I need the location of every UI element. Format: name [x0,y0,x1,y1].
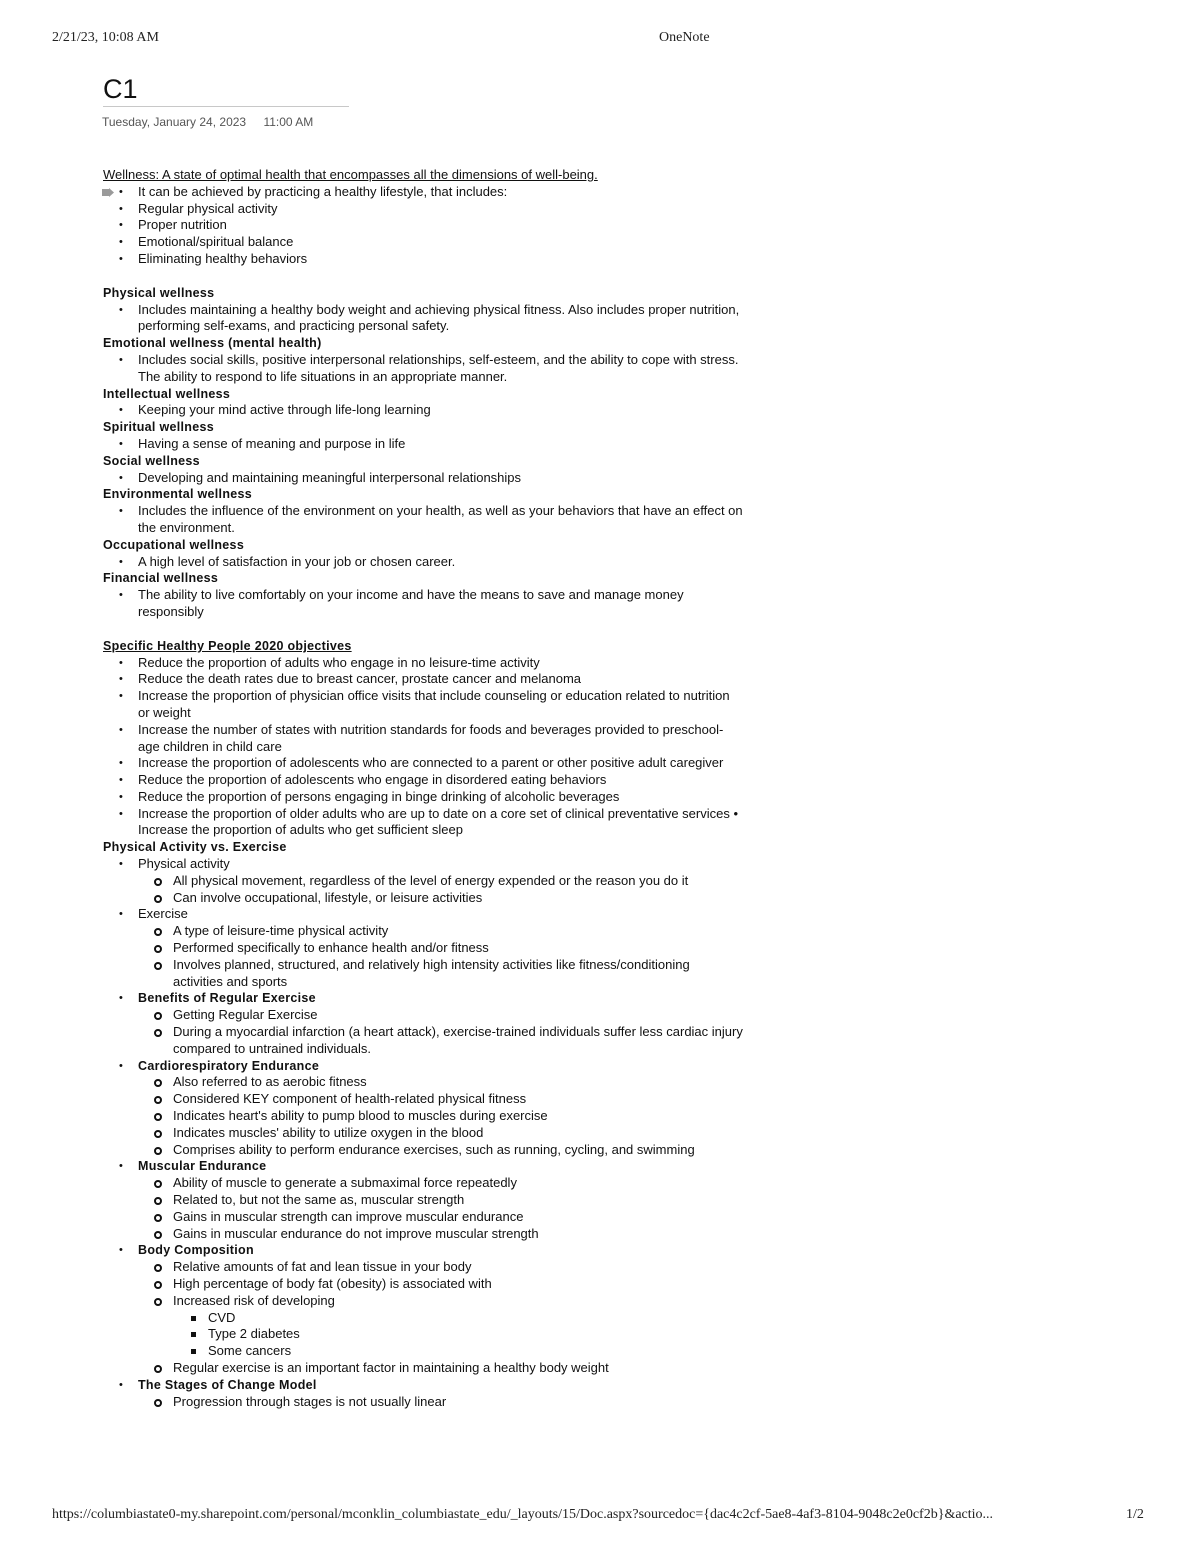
list-item-heading: Muscular Endurance [138,1159,267,1174]
list-item: • Emotional/spiritual balance [103,234,743,251]
list-item [103,1242,743,1259]
list-item [103,1377,743,1394]
pa-exercise-list [103,856,743,1410]
spacer [103,621,743,638]
list-item: • Physical activity [103,856,743,873]
sub-list-item: Also referred to as aerobic fitness [103,1074,743,1091]
sub-list-item: Relative amounts of fat and lean tissue in your body [103,1259,743,1276]
section-heading: Emotional wellness (mental health) [103,336,322,351]
page-title-block [103,72,349,107]
list-item: • Having a sense of meaning and purpose in life [103,436,743,453]
sub-sub-list-item: Type 2 diabetes [103,1326,743,1343]
list-item: • Exercise [103,906,743,923]
wellness-definition: Wellness: A state of optimal health that encompasses all the dimensions of well-being. [103,167,598,182]
sub-list-item: Performed specifically to enhance health and/or fitness [103,940,743,957]
section-heading: Intellectual wellness [103,386,231,401]
hp2020-list [103,655,743,840]
sub-list-item: A type of leisure-time physical activity [103,923,743,940]
list-item-heading: The Stages of Change Model [138,1377,317,1392]
list-item: • Eliminating healthy behaviors [103,251,743,268]
sub-sub-list-item: CVD [103,1310,743,1327]
section-heading: Social wellness [103,453,200,468]
sub-list-item: Getting Regular Exercise [103,1007,743,1024]
sub-list-item: Gains in muscular endurance do not improve muscular strength [103,1226,743,1243]
sub-list-item: During a myocardial infarction (a heart attack), exercise-trained individuals suffer less cardiac injury compared to untrained individuals. [103,1024,743,1058]
title-divider [103,106,349,107]
sub-list-item: Related to, but not the same as, muscular strength [103,1192,743,1209]
page-number: 1/2 [1126,1507,1144,1522]
list-item-heading: Benefits of Regular Exercise [138,991,316,1006]
sub-list-item: Progression through stages is not usually linear [103,1394,743,1411]
list-item: • A high level of satisfaction in your job or chosen career. [103,554,743,571]
list-item-heading: Body Composition [138,1243,254,1258]
list-item: • Developing and maintaining meaningful interpersonal relationships [103,470,743,487]
list-item: • Increase the proportion of physician office visits that include counseling or education related to nutrition or weight [103,688,743,722]
list-item: • Includes social skills, positive interpersonal relationships, self-esteem, and the ability to cope with stress. The ability to respond to life situations in an appropriate manner. [103,352,743,386]
pa-exercise-heading: Physical Activity vs. Exercise [103,840,287,855]
section-heading: Spiritual wellness [103,420,214,435]
section-heading: Occupational wellness [103,537,245,552]
list-item [103,1158,743,1175]
list-item: • Reduce the proportion of adults who engage in no leisure-time activity [103,655,743,672]
sub-list-item: Considered KEY component of health-related physical fitness [103,1091,743,1108]
page-time: 11:00 AM [263,115,314,129]
list-item: • Proper nutrition [103,217,743,234]
list-item-text: It can be achieved by practicing a healthy lifestyle, that includes: [138,183,508,199]
print-footer [0,1507,1200,1527]
list-item: • Includes the influence of the environment on your health, as well as your behaviors that have an effect on the environment. [103,503,743,537]
hp2020-heading: Specific Healthy People 2020 objectives [103,638,352,653]
tag-arrow-icon [102,188,114,197]
section-heading: Environmental wellness [103,487,253,502]
list-item [103,1058,743,1075]
sub-list-item: Comprises ability to perform endurance exercises, such as running, cycling, and swimming [103,1142,743,1159]
list-item [103,184,743,201]
page-date: Tuesday, January 24, 2023 [102,115,247,129]
sub-list-item: Can involve occupational, lifestyle, or leisure activities [103,890,743,907]
list-item: • The ability to live comfortably on your income and have the means to save and manage money responsibly [103,587,743,621]
list-item: • Reduce the proportion of persons engaging in binge drinking of alcoholic beverages [103,789,743,806]
sub-list-item: Indicates muscles' ability to utilize oxygen in the blood [103,1125,743,1142]
sub-list-item: Ability of muscle to generate a submaximal force repeatedly [103,1175,743,1192]
list-item-heading: Cardiorespiratory Endurance [138,1058,320,1073]
print-header [0,30,1200,50]
sub-list-item: Involves planned, structured, and relatively high intensity activities like fitness/conditioning activities and sports [103,957,743,991]
sub-list-item: Gains in muscular strength can improve muscular endurance [103,1209,743,1226]
print-datetime: 2/21/23, 10:08 AM [52,30,159,45]
sub-list-item: High percentage of body fat (obesity) is associated with [103,1276,743,1293]
list-item: • Reduce the death rates due to breast cancer, prostate cancer and melanoma [103,671,743,688]
print-url: https://columbiastate0-my.sharepoint.com/personal/mconklin_columbiastate_edu/_layouts/15/Doc.aspx?sourcedoc={dac4c2cf-5ae8-4af3-8104-9048c2e0cf2b}&actio... [52,1507,994,1522]
page-meta [102,115,313,129]
list-item [103,990,743,1007]
note-content[interactable] [103,167,743,1410]
sub-sub-list-item: Some cancers [103,1343,743,1360]
page-title[interactable]: C1 [103,74,138,104]
list-item: • Regular physical activity [103,201,743,218]
list-item: • Reduce the proportion of adolescents who engage in disordered eating behaviors [103,772,743,789]
sub-list-item: All physical movement, regardless of the level of energy expended or the reason you do it [103,873,743,890]
spacer [103,268,743,285]
sub-list-item: Indicates heart's ability to pump blood to muscles during exercise [103,1108,743,1125]
section-heading: Financial wellness [103,571,219,586]
list-item: • Increase the number of states with nutrition standards for foods and beverages provided to preschool-age children in child care [103,722,743,756]
list-item: • Includes maintaining a healthy body weight and achieving physical fitness. Also includes proper nutrition, performing self-exams, and practicing personal safety. [103,302,743,336]
section-heading: Physical wellness [103,285,215,300]
wellness-list [103,184,743,268]
list-item: • Keeping your mind active through life-long learning [103,402,743,419]
print-app-title: OneNote [659,30,710,45]
list-item: • Increase the proportion of adolescents who are connected to a parent or other positive adult caregiver [103,755,743,772]
sub-list-item: Regular exercise is an important factor in maintaining a healthy body weight [103,1360,743,1377]
sub-list-item: Increased risk of developing [103,1293,743,1310]
list-item: • Increase the proportion of older adults who are up to date on a core set of clinical preventative services • Increase the proportion of adults who get sufficient sleep [103,806,743,840]
